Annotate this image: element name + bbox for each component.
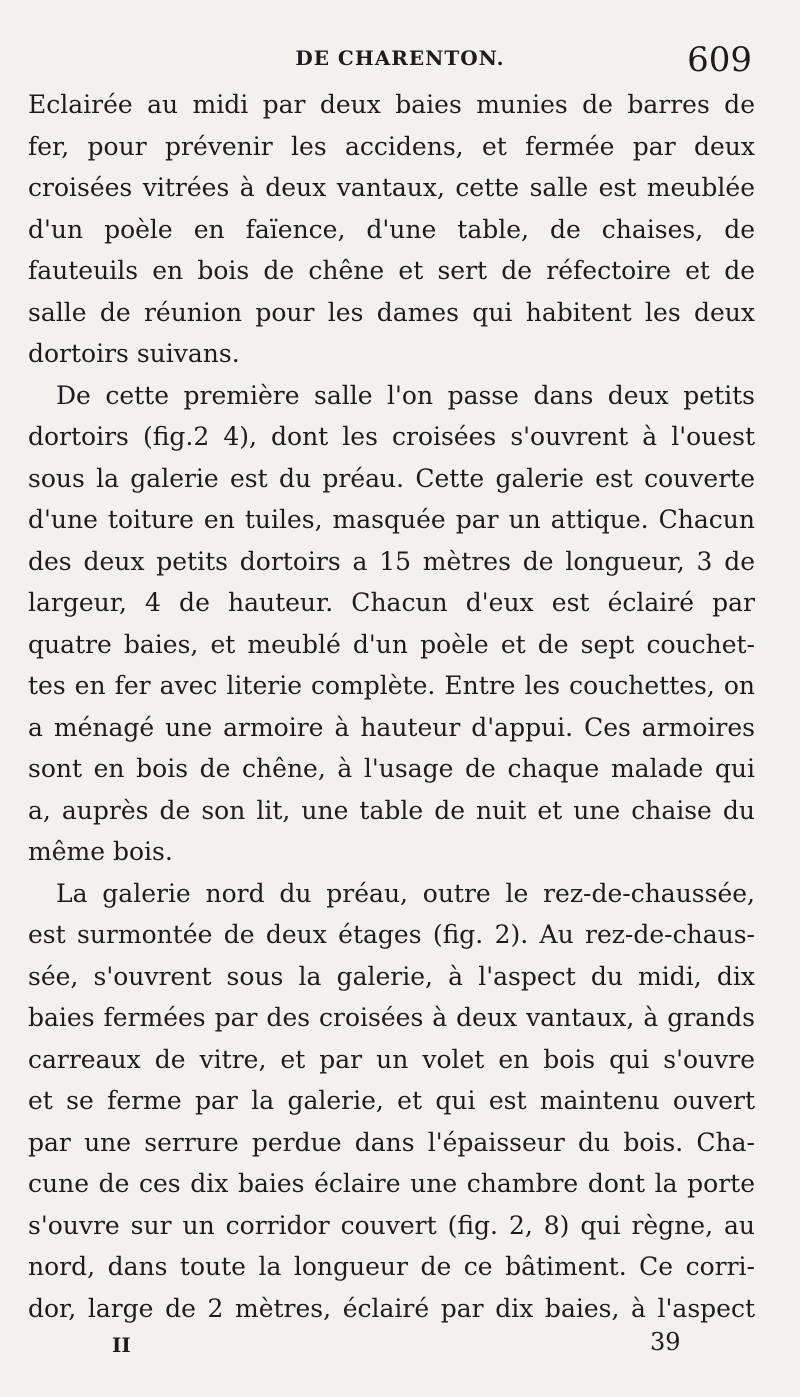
text-line: d'une toiture en tuiles, masquée par un attique. Chacun xyxy=(28,505,755,534)
text-line: dortoirs suivans. xyxy=(28,339,240,368)
text-line: salle de réunion pour les dames qui habitent les deux xyxy=(28,297,755,327)
sheet-number: 39 xyxy=(650,1328,681,1356)
text-line: fauteuils en bois de chêne et sert de réfectoire et de xyxy=(28,256,755,285)
text-line: fer, pour prévenir les accidens, et fermée par deux xyxy=(28,131,755,161)
text-line: même bois. xyxy=(28,837,173,866)
text-line: baies fermées par des croisées à deux vantaux, à grands xyxy=(28,1003,755,1032)
text-line: dortoirs (fig.2 4), dont les croisées s'ouvrent à l'ouest xyxy=(28,422,755,451)
text-line: sée, s'ouvrent sous la galerie, à l'aspect du midi, dix xyxy=(28,961,755,991)
text-line: tes en fer avec literie complète. Entre les couchettes, on xyxy=(28,671,755,700)
text-line: est surmontée de deux étages (fig. 2). Au rez-de-chaus- xyxy=(28,920,755,949)
page-number: 609 xyxy=(687,40,752,80)
text-line: sont en bois de chêne, à l'usage de chaque malade qui xyxy=(28,754,755,783)
text-line: et se ferme par la galerie, et qui est maintenu ouvert xyxy=(28,1086,755,1115)
text-line: par une serrure perdue dans l'épaisseur du bois. Cha- xyxy=(28,1127,755,1157)
text-line: quatre baies, et meublé d'un poèle et de sept couchet- xyxy=(28,629,755,659)
text-line: largeur, 4 de hauteur. Chacun d'eux est éclairé par xyxy=(28,588,755,617)
text-line: sous la galerie est du préau. Cette galerie est couverte xyxy=(28,463,755,493)
signature-mark: II xyxy=(112,1333,131,1357)
text-line: a ménagé une armoire à hauteur d'appui. Ces armoires xyxy=(28,712,755,742)
text-line: d'un poèle en faïence, d'une table, de chaises, de xyxy=(28,214,755,244)
text-line: cune de ces dix baies éclaire une chambre dont la porte xyxy=(28,1169,755,1198)
text-line: La galerie nord du préau, outre le rez-de-chaussée, xyxy=(56,878,755,908)
text-line: des deux petits dortoirs a 15 mètres de longueur, 3 de xyxy=(28,546,755,576)
text-line: s'ouvre sur un corridor couvert (fig. 2, 8) qui règne, au xyxy=(28,1210,755,1240)
text-line: a, auprès de son lit, une table de nuit et une chaise du xyxy=(28,795,755,825)
text-line: carreaux de vitre, et par un volet en bois qui s'ouvre xyxy=(28,1044,755,1074)
text-line: nord, dans toute la longueur de ce bâtiment. Ce corri- xyxy=(28,1252,755,1281)
text-line: dor, large de 2 mètres, éclairé par dix baies, à l'aspect xyxy=(28,1293,755,1323)
text-line: Eclairée au midi par deux baies munies de barres de xyxy=(28,90,755,119)
text-line: De cette première salle l'on passe dans deux petits xyxy=(56,380,755,410)
body-text xyxy=(28,84,755,1329)
running-header: DE CHARENTON. xyxy=(295,46,505,70)
text-line: croisées vitrées à deux vantaux, cette salle est meublée xyxy=(28,173,755,202)
